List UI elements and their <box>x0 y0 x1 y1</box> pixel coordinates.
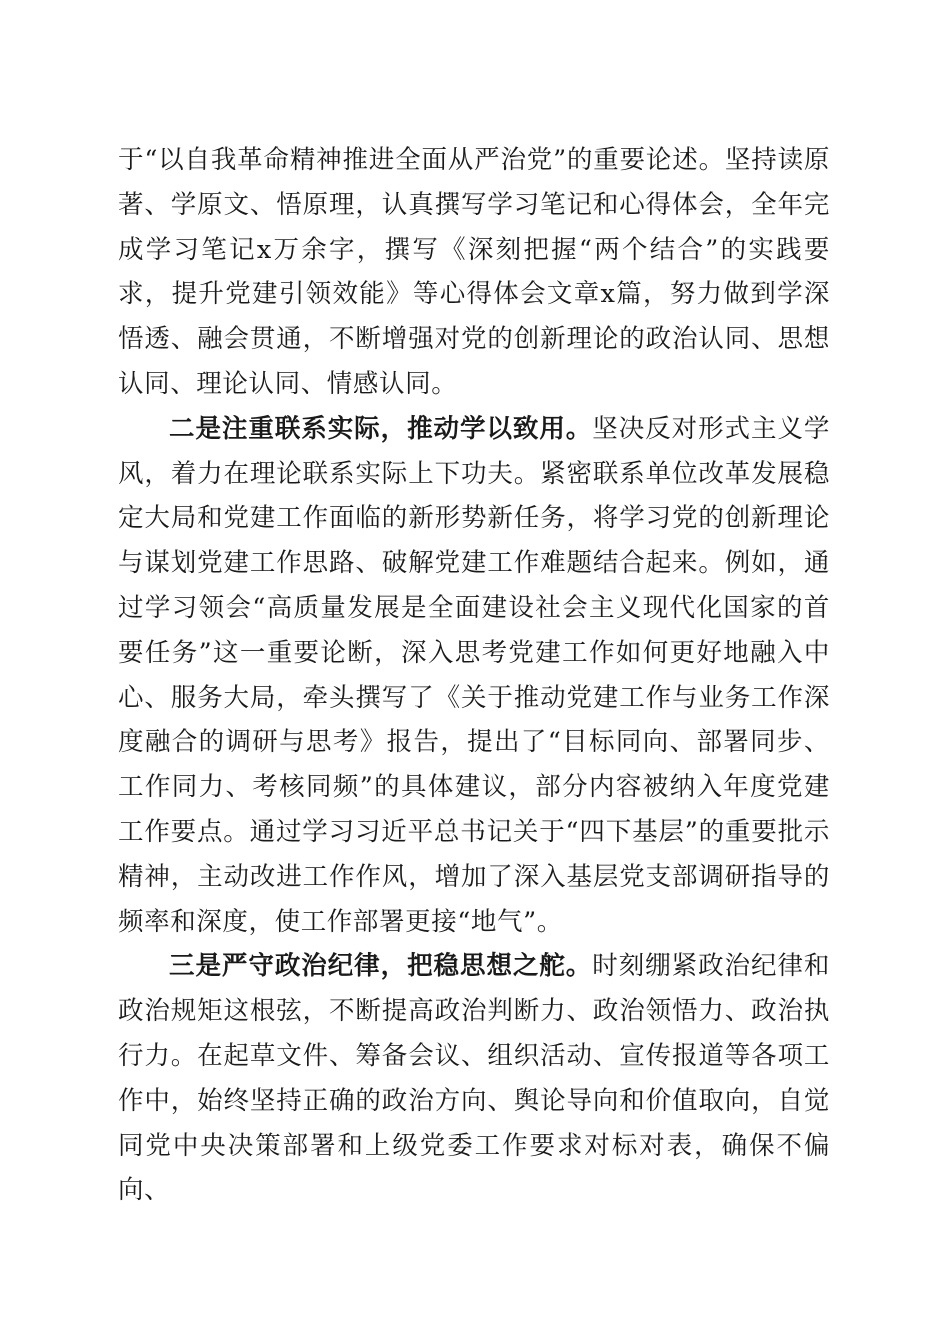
paragraph-1 <box>118 138 830 407</box>
paragraph-2 <box>118 407 830 945</box>
document-body <box>118 138 830 1213</box>
paragraph-1-text: 于“以自我革命精神推进全面从严治党”的重要论述。坚持读原著、学原文、悟原理，认真撰写学习笔记和心得体会，全年完成学习笔记x万余字，撰写《深刻把握“两个结合”的实践要求，提升党建引领效能》等心得体会文章x篇，努力做到学深悟透、融会贯通，不断增强对党的创新理论的政治认同、思想认同、理论认同、情感认同。 <box>118 145 830 399</box>
paragraph-2-text: 坚决反对形式主义学风，着力在理论联系实际上下功夫。紧密联系单位改革发展稳定大局和党建工作面临的新形势新任务，将学习党的创新理论与谋划党建工作思路、破解党建工作难题结合起来。例如，通过学习领会“高质量发展是全面建设社会主义现代化国家的首要任务”这一重要论断，深入思考党建工作如何更好地融入中心、服务大局，牵头撰写了《关于推动党建工作与业务工作深度融合的调研与思考》报告，提出了“目标同向、部署同步、工作同力、考核同频”的具体建议，部分内容被纳入年度党建工作要点。通过学习习近平总书记关于“四下基层”的重要批示精神，主动改进工作作风，增加了深入基层党支部调研指导的频率和深度，使工作部署更接“地气”。 <box>118 413 830 937</box>
paragraph-3-lead: 三是严守政治纪律，把稳思想之舵。 <box>169 951 593 982</box>
paragraph-3 <box>118 944 830 1213</box>
paragraph-2-lead: 二是注重联系实际，推动学以致用。 <box>169 413 593 444</box>
paragraph-3-text: 时刻绷紧政治纪律和政治规矩这根弦，不断提高政治判断力、政治领悟力、政治执行力。在起草文件、筹备会议、组织活动、宣传报道等各项工作中，始终坚持正确的政治方向、舆论导向和价值取向，自觉同党中央决策部署和上级党委工作要求对标对表，确保不偏向、 <box>118 951 830 1206</box>
